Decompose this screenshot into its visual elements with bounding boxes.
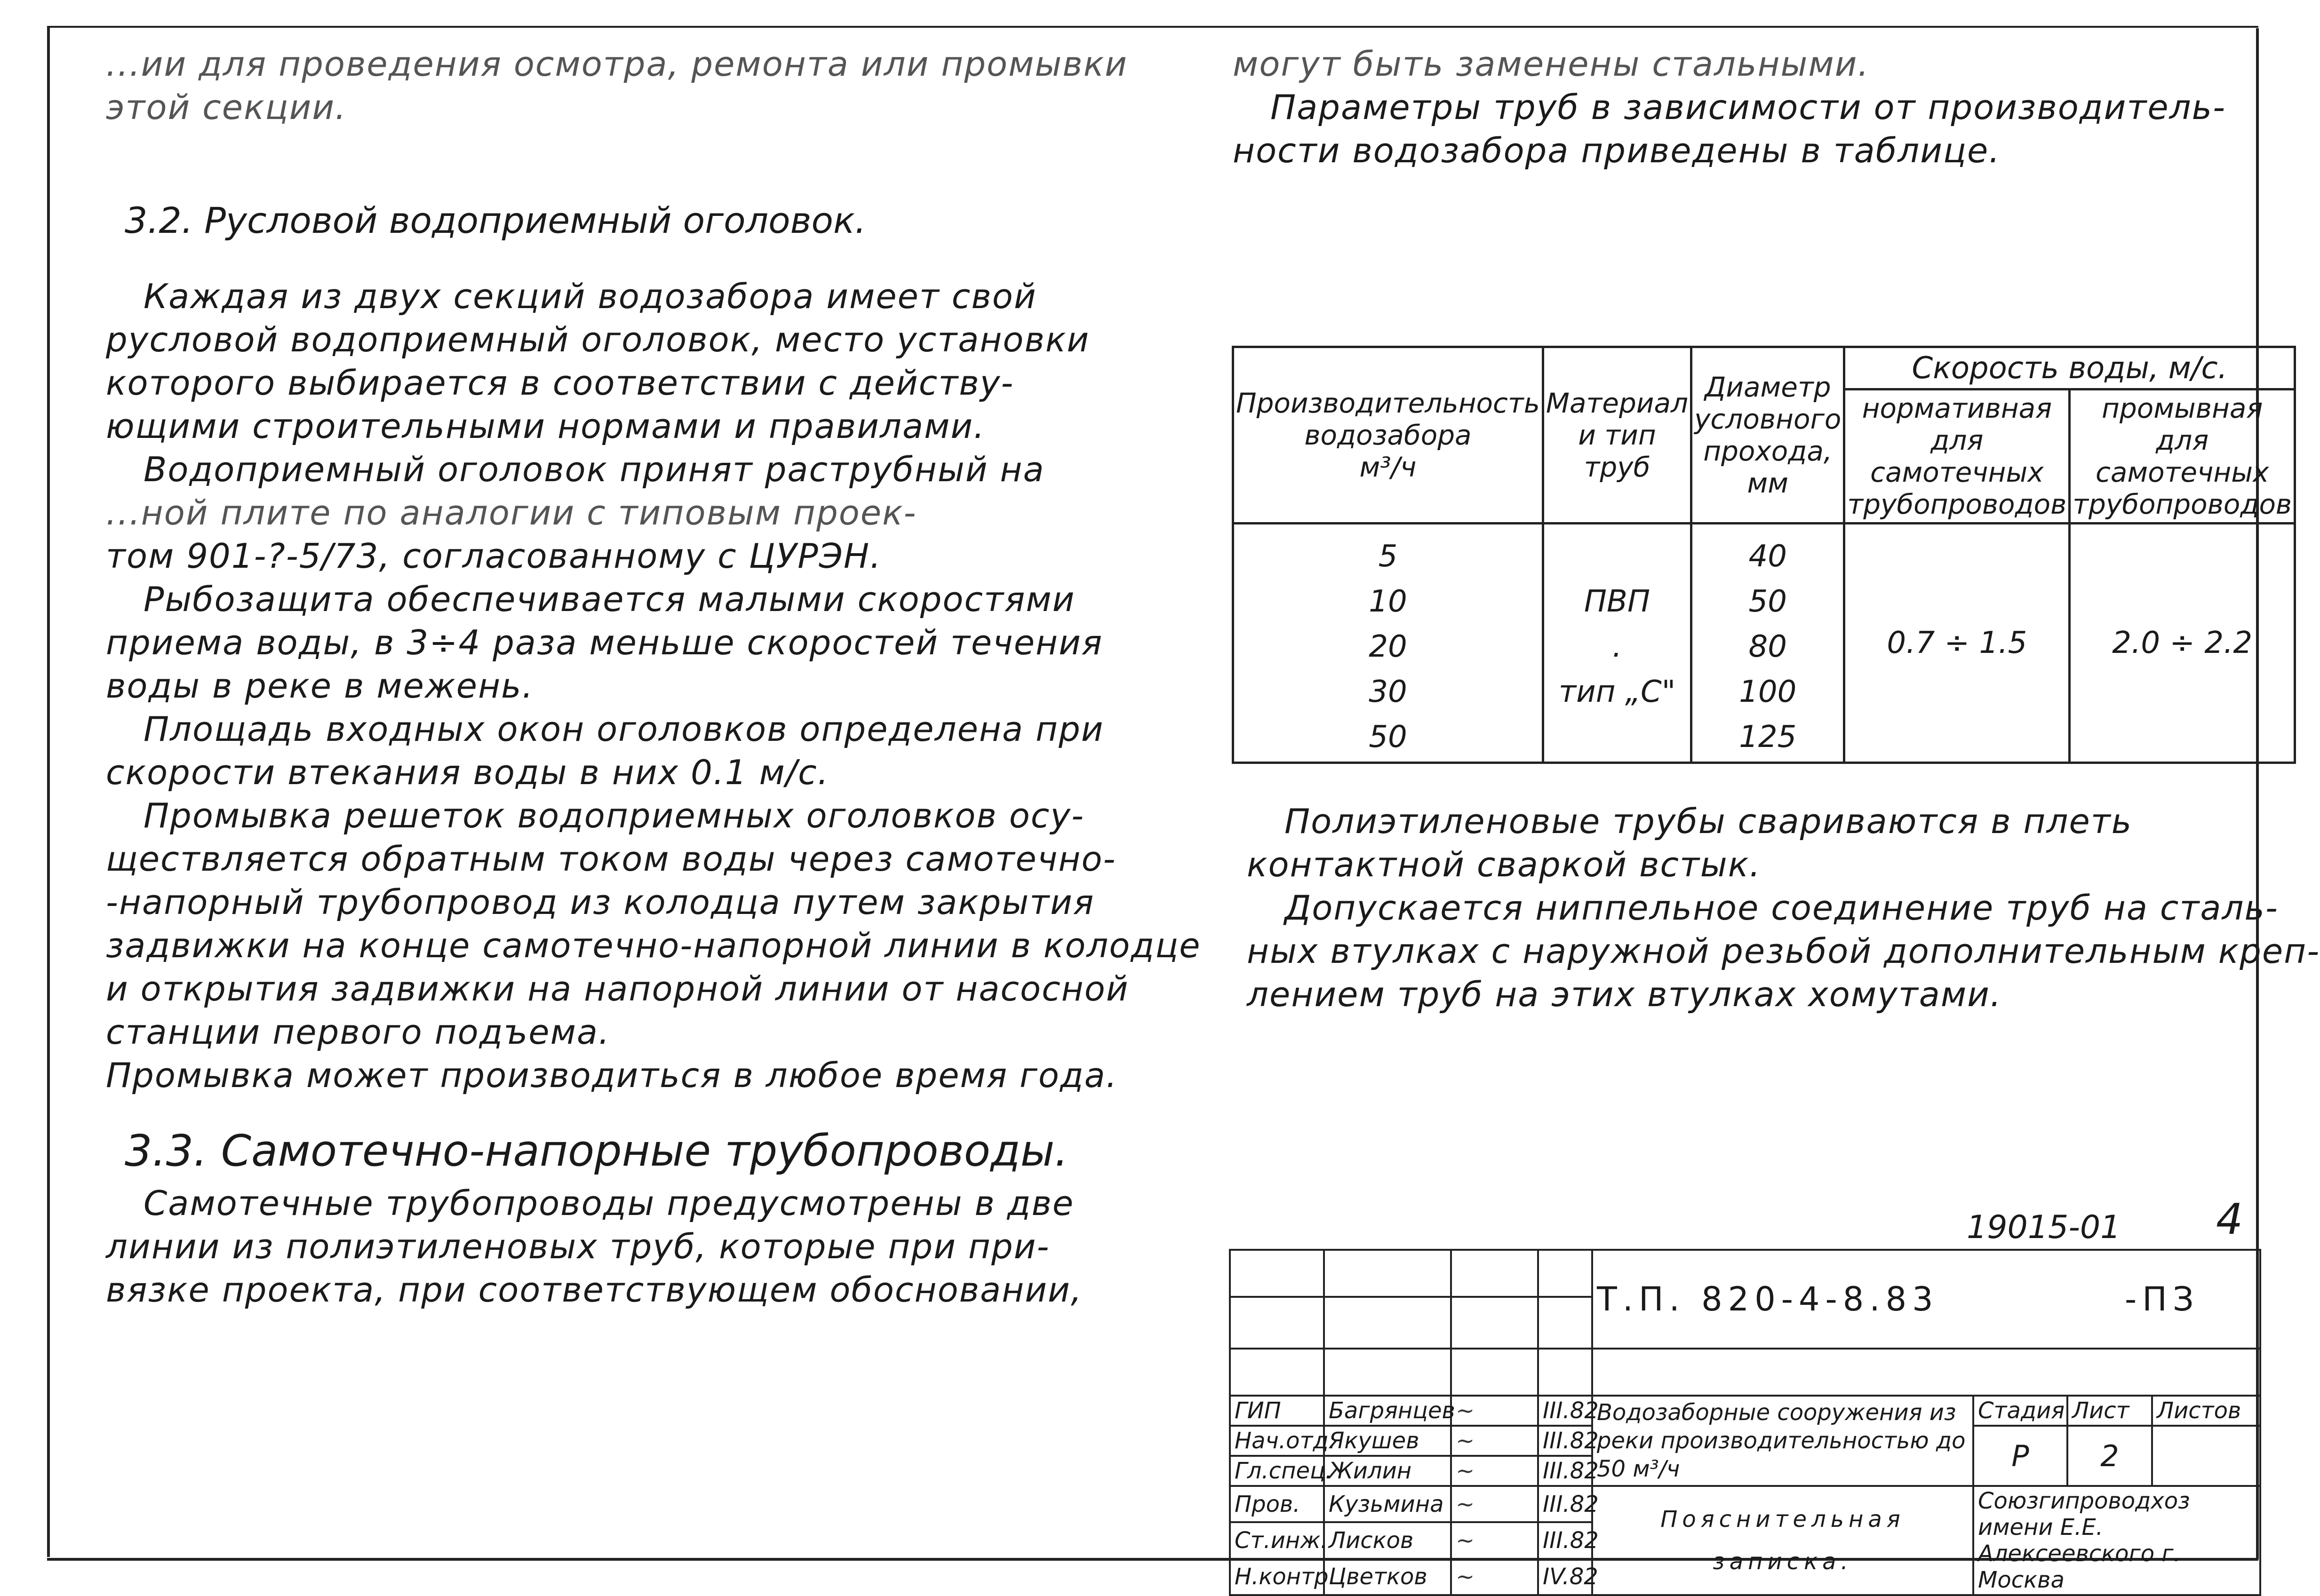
text-line: ществляется обратным током воды через самотечно-	[106, 839, 1116, 879]
blank-cell	[1230, 1250, 1324, 1297]
header-text: м³/ч	[1359, 451, 1417, 483]
header-text: условного	[1694, 403, 1842, 435]
signer-role: ГИП	[1230, 1396, 1324, 1426]
signer-role: Пров.	[1230, 1486, 1324, 1522]
signer-role: Н.контр.	[1230, 1559, 1324, 1595]
text-line: этой секции.	[106, 87, 347, 127]
text-line: Рыбозащита обеспечивается малыми скоростями	[144, 580, 1076, 619]
header-velocity: Скорость воды, м/с.	[1844, 347, 2295, 389]
header-normative	[1844, 389, 2070, 524]
text-line: и открытия задвижки на напорной линии от насосной	[106, 969, 1129, 1008]
normative-velocity-value: 0.7 ÷ 1.5	[1844, 524, 2070, 763]
signer-name: Кузьмина	[1324, 1486, 1451, 1522]
text-line: линии из полиэтиленовых труб, которые при при-	[106, 1227, 1050, 1266]
page-number: 4	[2216, 1195, 2243, 1244]
stage-label: Стадия	[1973, 1396, 2067, 1426]
text-line: -напорный трубопровод из колодца путем закрытия	[106, 882, 1095, 922]
text-line: Промывка может производиться в любое время года.	[106, 1056, 1118, 1095]
text-line: Допускается ниппельное соединение труб на сталь-	[1284, 888, 2279, 928]
header-text: труб	[1584, 451, 1650, 483]
header-text: Производительность	[1236, 387, 1540, 419]
blank-cell	[1538, 1349, 1592, 1396]
pipe-parameters-table	[1232, 346, 2292, 754]
section-heading-3-3: 3.3. Самотечно-напорные трубопроводы.	[125, 1126, 1068, 1176]
capacity-values	[1233, 524, 1543, 763]
blank-cell	[1324, 1297, 1451, 1349]
text-line: лением труб на этих втулках хомутами.	[1247, 975, 2002, 1014]
right-text-column	[1233, 42, 2244, 172]
sheet-value: 2	[2067, 1426, 2152, 1486]
signer-role: Гл.спец.	[1230, 1456, 1324, 1486]
header-text: Диаметр	[1704, 371, 1831, 403]
signer-name: Багрянцев	[1324, 1396, 1451, 1426]
project-description: Водозаборные сооружения из реки производительностью до 50 м³/ч	[1592, 1396, 1973, 1486]
header-text: трубопроводов	[1847, 488, 2067, 520]
header-text: прохода, мм	[1703, 435, 1833, 499]
text-line: ...ии для проведения осмотра, ремонта или промывки	[106, 44, 1128, 84]
project-code-cell	[1592, 1250, 2260, 1349]
diameter-values	[1691, 524, 1844, 763]
document-name: Пояснительная записка.	[1592, 1486, 1973, 1595]
table-cell: 10	[1369, 584, 1407, 619]
text-line: ющими строительными нормами и правилами.	[106, 406, 986, 446]
section-heading-3-2: 3.2. Русловой водоприемный оголовок.	[125, 199, 867, 241]
table-cell: 125	[1739, 720, 1797, 754]
header-text: и тип	[1578, 419, 1656, 451]
text-line: ...ной плите по аналогии с типовым проек-	[106, 493, 917, 532]
blank-cell	[1451, 1297, 1538, 1349]
text-line: Полиэтиленовые трубы свариваются в плеть	[1284, 802, 2133, 841]
table-cell: .	[1612, 629, 1622, 664]
table-cell: тип „С"	[1558, 675, 1676, 709]
header-diameter	[1691, 347, 1844, 524]
left-text-column	[106, 42, 1201, 1311]
signer-date: III.82	[1538, 1426, 1592, 1456]
blank-cell	[1230, 1349, 1324, 1396]
table-cell	[1546, 715, 1688, 760]
signer-name: Жилин	[1324, 1456, 1451, 1486]
doc-suffix: -ПЗ	[2124, 1280, 2200, 1318]
table-cell: 5	[1378, 539, 1398, 574]
text-line: Самотечные трубопроводы предусмотрены в две	[144, 1183, 1075, 1223]
title-block	[1229, 1249, 2259, 1593]
header-text: для самотечных	[2095, 424, 2269, 488]
signer-role: Нач.отд.	[1230, 1426, 1324, 1456]
blank-cell	[1451, 1349, 1538, 1396]
material-values	[1543, 524, 1691, 763]
drawing-number: 19015-01	[1967, 1209, 2121, 1246]
right-text-column-bottom	[1247, 800, 2320, 1016]
text-line: ности водозабора приведены в таблице.	[1233, 131, 2001, 170]
signer-date: IV.82	[1538, 1559, 1592, 1595]
signer-date: III.82	[1538, 1456, 1592, 1486]
blank-cell	[1538, 1250, 1592, 1297]
blank-cell	[1538, 1297, 1592, 1349]
text-line: том 901-?-5/73, согласованному с ЦУРЭН.	[106, 536, 882, 576]
text-line: скорости втекания воды в них 0.1 м/с.	[106, 753, 829, 792]
text-line: вязке проекта, при соответствующем обосновании,	[106, 1270, 1083, 1310]
blank-cell	[1592, 1349, 2260, 1396]
signer-date: III.82	[1538, 1396, 1592, 1426]
text-line: контактной сваркой встык.	[1247, 845, 1762, 884]
header-capacity	[1233, 347, 1543, 524]
header-text: для самотечных	[1870, 424, 2044, 488]
signer-name: Якушев	[1324, 1426, 1451, 1456]
signer-name: Цветков	[1324, 1559, 1451, 1595]
stage-value: Р	[1973, 1426, 2067, 1486]
table-cell: 100	[1739, 675, 1797, 709]
text-line: Промывка решеток водоприемных оголовков осу-	[144, 796, 1084, 835]
signer-name: Лисков	[1324, 1522, 1451, 1558]
signature: ~	[1451, 1426, 1538, 1456]
text-line: Параметры труб в зависимости от производитель-	[1270, 87, 2226, 127]
signer-date: III.82	[1538, 1522, 1592, 1558]
text-line: русловой водоприемный оголовок, место установки	[106, 320, 1090, 359]
project-code: Т.П. 820-4-8.83	[1597, 1280, 1939, 1318]
text-line: воды в реке в межень.	[106, 666, 534, 706]
organization: Союзгипроводхоз имени Е.Е. Алексеевского г. Москва	[1973, 1486, 2260, 1595]
table-cell	[1546, 534, 1688, 579]
frame-top-line	[47, 26, 2258, 28]
header-flushing	[2070, 389, 2295, 524]
table-cell: 50	[1748, 584, 1787, 619]
signature: ~	[1451, 1396, 1538, 1426]
table-cell: 30	[1369, 675, 1407, 709]
text-line: Каждая из двух секций водозабора имеет свой	[144, 277, 1037, 316]
signer-date: III.82	[1538, 1486, 1592, 1522]
header-text: Материал	[1546, 387, 1689, 419]
text-line: могут быть заменены стальными.	[1233, 44, 1870, 84]
text-line: станции первого подъема.	[106, 1012, 610, 1052]
table-cell: 50	[1369, 720, 1407, 754]
table-cell: 80	[1748, 629, 1787, 664]
blank-cell	[1324, 1250, 1451, 1297]
text-line: приема воды, в 3÷4 раза меньше скоростей течения	[106, 623, 1103, 662]
signature: ~	[1451, 1456, 1538, 1486]
table-cell: 20	[1369, 629, 1407, 664]
table-cell: ПВП	[1584, 584, 1650, 619]
text-line: задвижки на конце самотечно-напорной линии в колодце	[106, 926, 1201, 965]
flushing-velocity-value: 2.0 ÷ 2.2	[2070, 524, 2295, 763]
header-text: трубопроводов	[2073, 488, 2292, 520]
text-line: Водоприемный оголовок принят раструбный на	[144, 450, 1045, 489]
signature: ~	[1451, 1559, 1538, 1595]
header-text: водозабора	[1304, 419, 1472, 451]
text-line: ных втулках с наружной резьбой дополнительным креп-	[1247, 931, 2320, 971]
blank-cell	[1451, 1250, 1538, 1297]
header-text: нормативная	[1862, 392, 2052, 424]
sheets-label: Листов	[2152, 1396, 2260, 1426]
blank-cell	[2152, 1426, 2260, 1486]
frame-left-line	[47, 26, 50, 1557]
header-material	[1543, 347, 1691, 524]
blank-cell	[1230, 1297, 1324, 1349]
blank-cell	[1324, 1349, 1451, 1396]
sheet-label: Лист	[2067, 1396, 2152, 1426]
text-line: которого выбирается в соответствии с действу-	[106, 363, 1014, 403]
header-text: промывная	[2102, 392, 2263, 424]
signature: ~	[1451, 1486, 1538, 1522]
text-line: Площадь входных окон оголовков определена при	[144, 709, 1104, 749]
signer-role: Ст.инж.	[1230, 1522, 1324, 1558]
signature: ~	[1451, 1522, 1538, 1558]
table-cell: 40	[1748, 539, 1787, 574]
